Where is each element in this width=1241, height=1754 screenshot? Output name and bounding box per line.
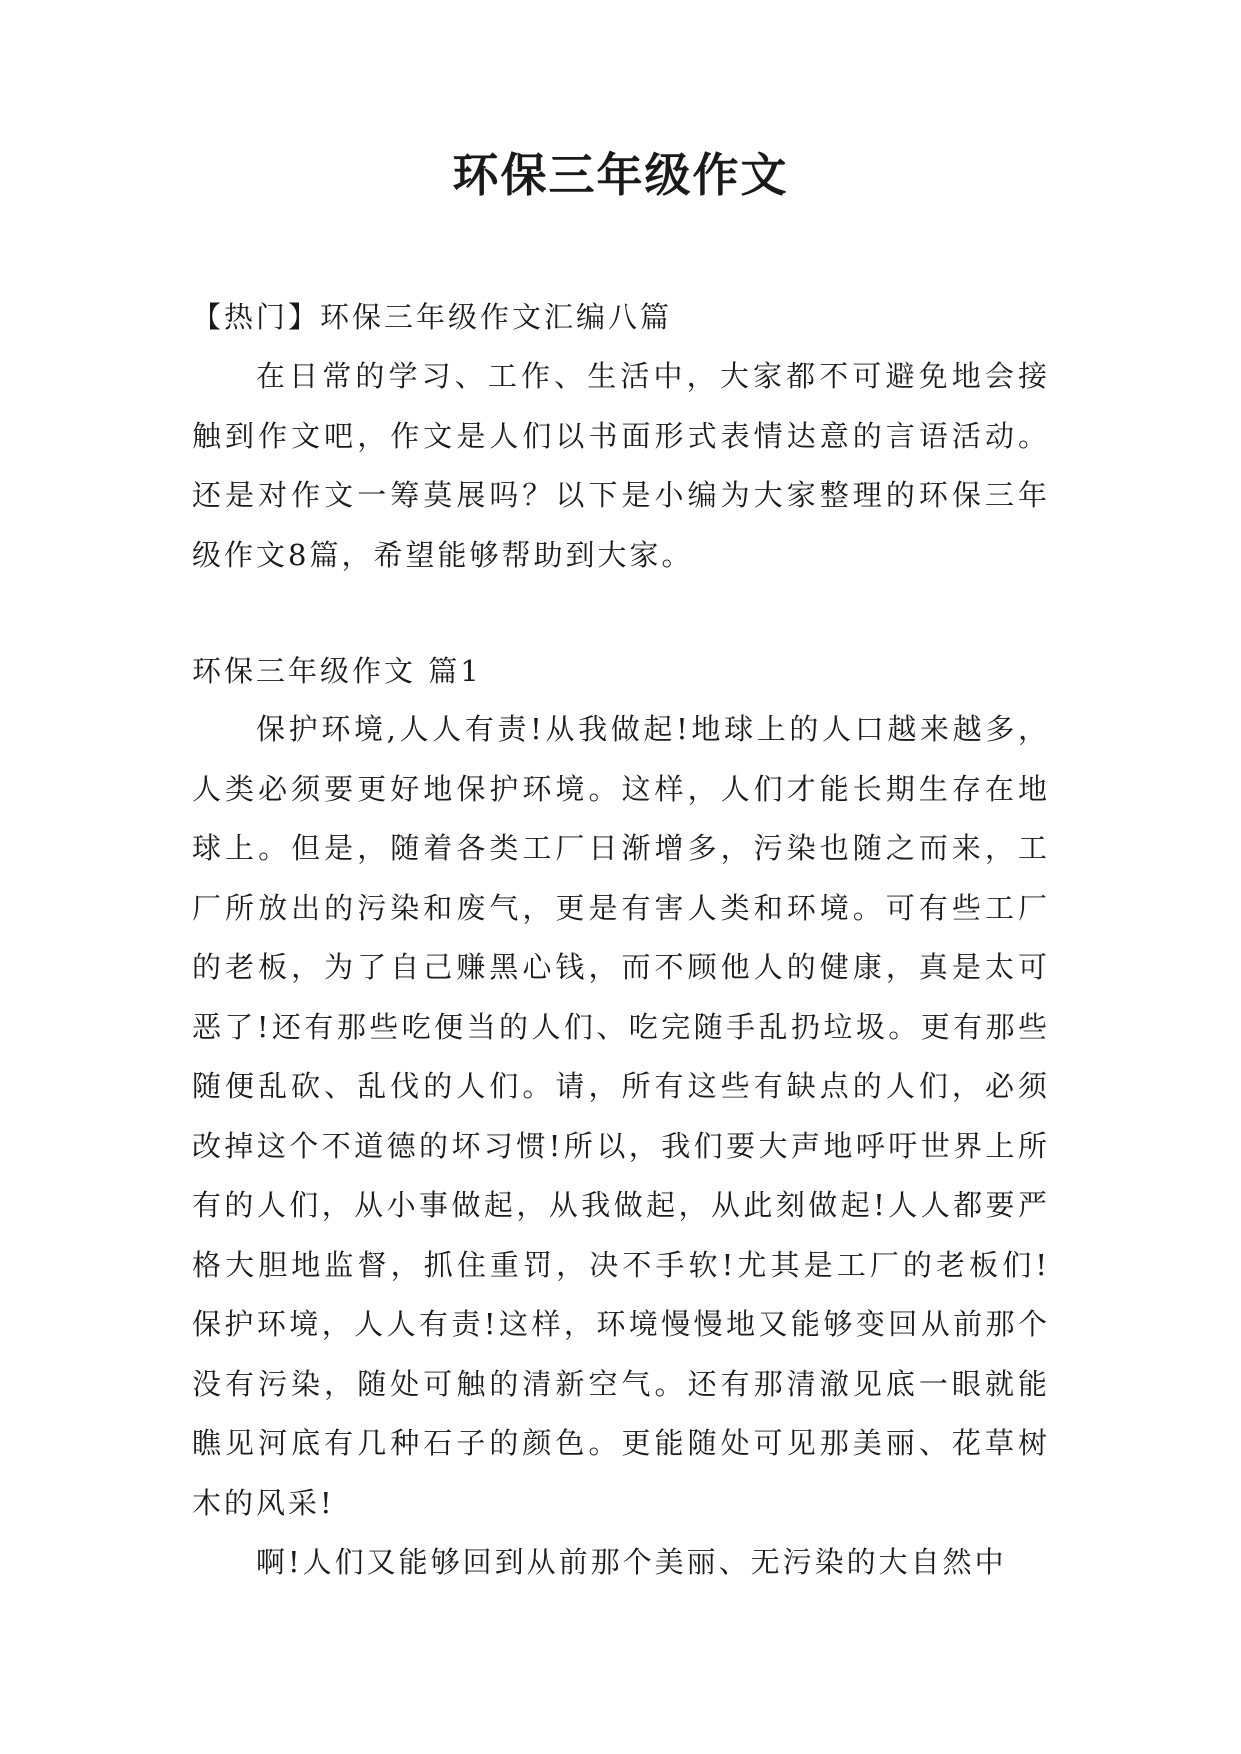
intro-heading: 【热门】环保三年级作文汇编八篇	[192, 300, 673, 334]
essay-paragraph: 啊!人们又能够回到从前那个美丽、无污染的大自然中	[256, 1545, 1007, 1579]
page-title: 环保三年级作文	[452, 148, 789, 202]
essay-paragraph: 保护环境,人人有责!从我做起!地球上的人口越来越多，人类必须要更好地保护环境。这样，人们才能长期生存在地球上。但是，随着各类工厂日渐增多，污染也随之而来，工厂所放出的污染和废气，更是有害人类和环境。可有些工厂的老板，为了自己赚黑心钱，而不顾他人的健康，真是太可恶了!还有那些吃便当的人们、吃完随手乱扔垃圾。更有那些随便乱砍、乱伐的人们。请，所有这些有缺点的人们，必须改掉这个不道德的坏习惯!所以，我们要大声地呼吁世界上所有的人们，从小事做起，从我做起，从此刻做起!人人都要严格大胆地监督，抓住重罚，决不手软!尤其是工厂的老板们!保护环境，人人有责!这样，环境慢慢地又能够变回从前那个没有污染，随处可触的清新空气。还有那清澈见底一眼就能瞧见河底有几种石子的颜色。更能随处可见那美丽、花草树木的风采!	[192, 712, 1050, 1520]
intro-block	[192, 347, 1050, 585]
intro-paragraph: 在日常的学习、工作、生活中，大家都不可避免地会接触到作文吧，作文是人们以书面形式表情达意的言语活动。还是对作文一筹莫展吗？以下是小编为大家整理的环保三年级作文8篇，希望能够帮助到大家。	[192, 359, 1050, 572]
section-heading: 环保三年级作文 篇1	[192, 654, 482, 688]
essay-body	[192, 700, 1050, 1593]
